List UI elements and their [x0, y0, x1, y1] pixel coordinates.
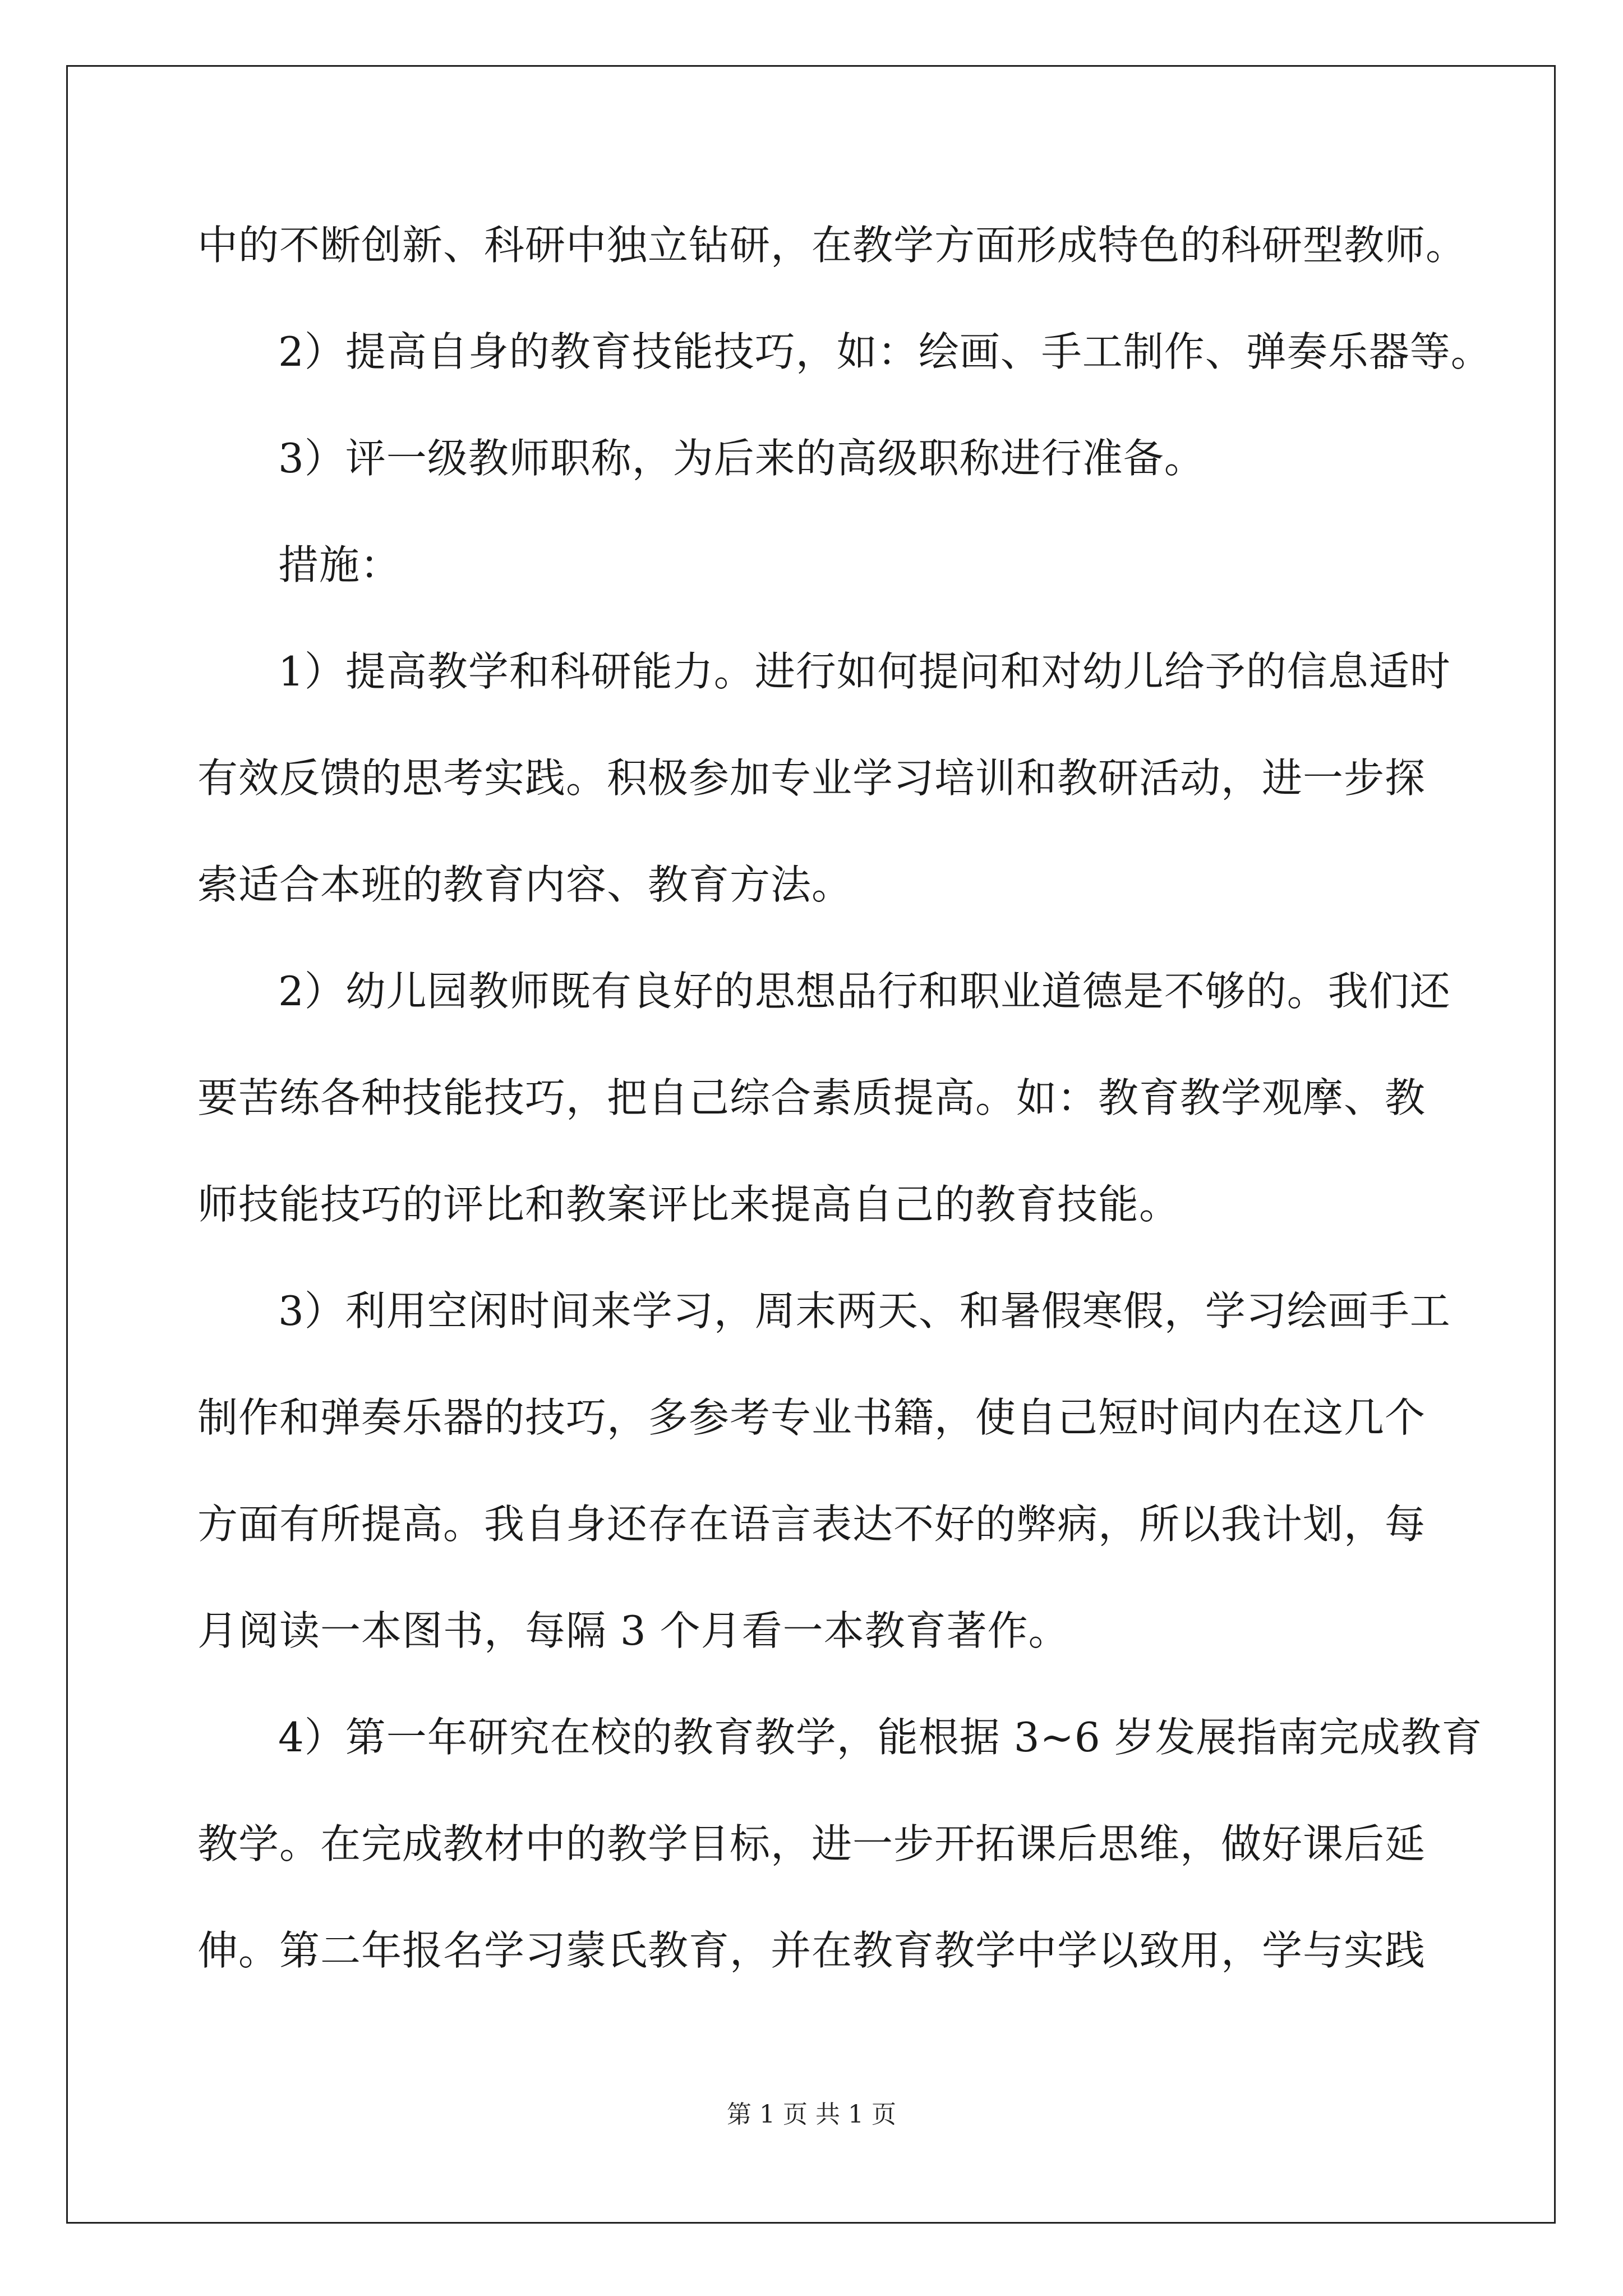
text-line: 1）提高教学和科研能力。进行如何提问和对幼儿给予的信息适时 — [278, 648, 1451, 695]
page-border — [66, 65, 1556, 2224]
text-line: 方面有所提高。我自身还存在语言表达不好的弊病，所以我计划，每 — [197, 1501, 1426, 1548]
text-line: 制作和弹奏乐器的技巧，多参考专业书籍，使自己短时间内在这几个 — [197, 1394, 1426, 1441]
text-line: 教学。在完成教材中的教学目标，进一步开拓课后思维，做好课后延 — [197, 1820, 1426, 1867]
text-line: 伸。第二年报名学习蒙氏教育，并在教育教学中学以致用，学与实践 — [197, 1927, 1426, 1974]
section-heading: 措施： — [278, 541, 402, 588]
text-line: 索适合本班的教育内容、教育方法。 — [197, 861, 853, 908]
text-line: 2）提高自身的教育技能技巧，如：绘画、手工制作、弹奏乐器等。 — [278, 328, 1492, 375]
text-line: 3）评一级教师职称，为后来的高级职称进行准备。 — [278, 435, 1205, 482]
text-line: 月阅读一本图书，每隔 3 个月看一本教育著作。 — [197, 1607, 1069, 1654]
text-line: 2）幼儿园教师既有良好的思想品行和职业道德是不够的。我们还 — [278, 968, 1451, 1015]
text-line: 要苦练各种技能技巧，把自己综合素质提高。如：教育教学观摩、教 — [197, 1074, 1426, 1121]
text-line: 3）利用空闲时间来学习，周末两天、和暑假寒假，学习绘画手工 — [278, 1287, 1451, 1335]
text-line: 有效反馈的思考实践。积极参加专业学习培训和教研活动，进一步探 — [197, 754, 1426, 802]
text-line: 中的不断创新、科研中独立钻研，在教学方面形成特色的科研型教师。 — [197, 222, 1467, 269]
text-line: 师技能技巧的评比和教案评比来提高自己的教育技能。 — [197, 1181, 1181, 1228]
page-footer: 第 1 页 共 1 页 — [727, 2100, 896, 2129]
text-line: 4）第一年研究在校的教育教学，能根据 3~6 岁发展指南完成教育 — [278, 1714, 1483, 1761]
